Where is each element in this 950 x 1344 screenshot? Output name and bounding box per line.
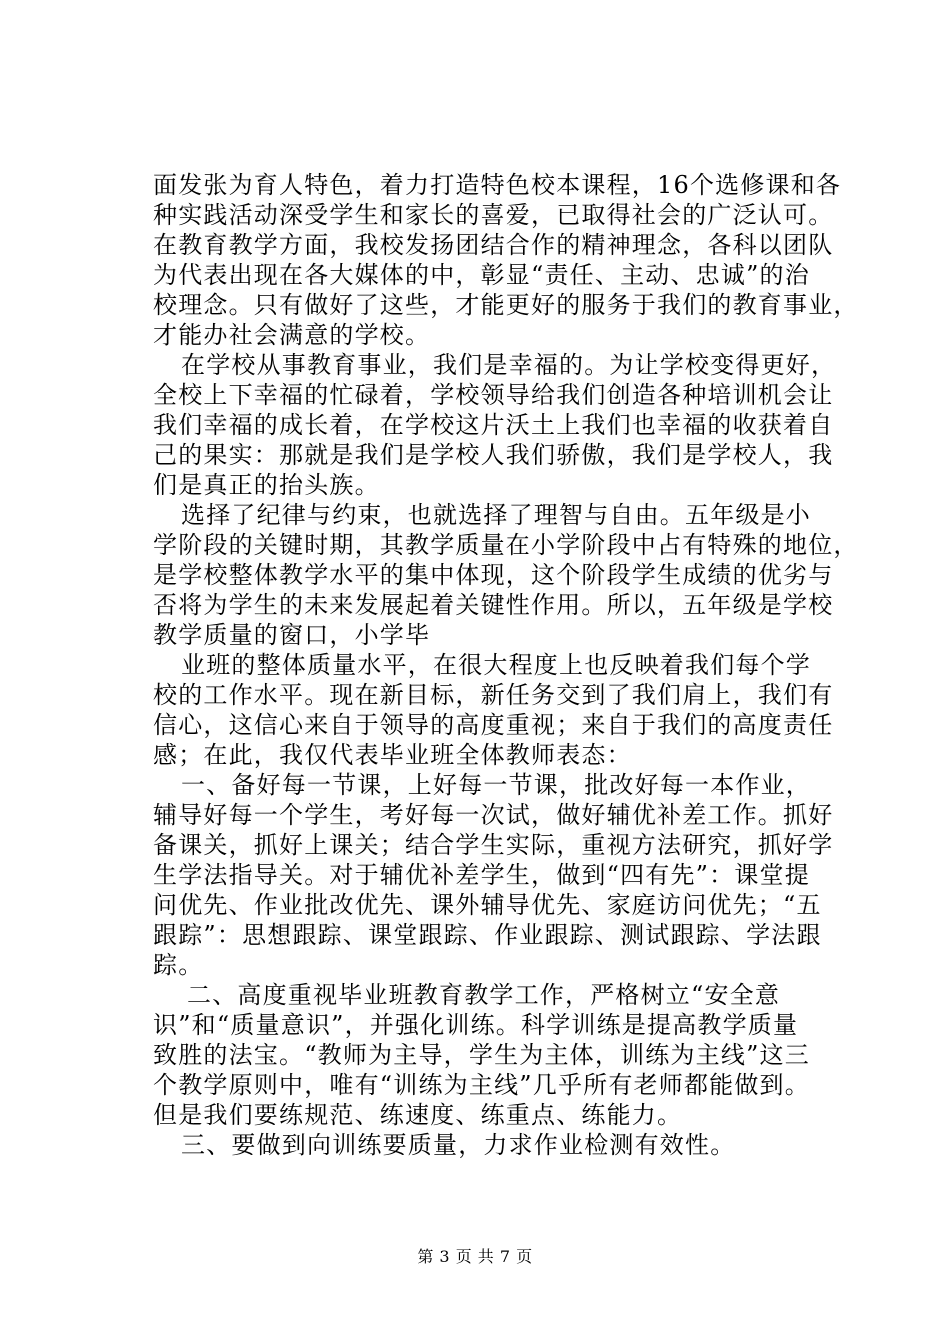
text-line: 为代表出现在各大媒体的中，彰显“责任、主动、忠诚”的治 (153, 261, 810, 289)
paragraph-first-line: 三、要做到向训练要质量，力求作业检测有效性。 (181, 1131, 736, 1159)
text-line: 辅导好每一个学生，考好每一次试，做好辅优补差工作。抓好 (153, 801, 834, 829)
text-line: 备课关，抓好上课关；结合学生实际，重视方法研究，抓好学 (153, 831, 834, 859)
text-line: 否将为学生的未来发展起着关键性作用。所以，五年级是学校 (153, 591, 834, 619)
text-line: 踪。 (153, 951, 204, 979)
text-line: 己的果实：那就是我们是学校人我们骄傲，我们是学校人，我 (153, 441, 834, 469)
text-line: 们是真正的抬头族。 (153, 471, 380, 499)
paragraph-first-line: 在学校从事教育事业，我们是幸福的。为让学校变得更好， (181, 351, 837, 379)
paragraph-first-line: 一、备好每一节课，上好每一节课，批改好每一本作业， (181, 771, 811, 799)
text-line: 但是我们要练规范、练速度、练重点、练能力。 (153, 1101, 683, 1129)
text-line: 才能办社会满意的学校。 (153, 321, 431, 349)
text-line: 在教育教学方面，我校发扬团结合作的精神理念，各科以团队 (153, 231, 834, 259)
text-line: 面发张为育人特色，着力打造特色校本课程，16个选修课和各 (153, 171, 842, 199)
document-body (153, 170, 859, 1160)
text-line: 跟踪”：思想跟踪、课堂跟踪、作业跟踪、测试跟踪、学法跟 (153, 921, 822, 949)
text-line: 是学校整体教学水平的集中体现，这个阶段学生成绩的优劣与 (153, 561, 834, 589)
paragraph-first-line: 业班的整体质量水平，在很大程度上也反映着我们每个学 (181, 651, 811, 679)
text-line: 致胜的法宝。“教师为主导，学生为主体，训练为主线”这三 (153, 1041, 810, 1069)
text-line: 校的工作水平。现在新目标，新任务交到了我们肩上，我们有 (153, 681, 834, 709)
text-line: 个教学原则中，唯有“训练为主线”几乎所有老师都能做到。 (153, 1071, 810, 1099)
paragraph-first-line: 二、高度重视毕业班教育教学工作，严格树立“安全意 (187, 981, 781, 1009)
text-line: 种实践活动深受学生和家长的喜爱，已取得社会的广泛认可。 (153, 201, 834, 229)
text-line: 学阶段的关键时期，其教学质量在小学阶段中占有特殊的地位， (153, 531, 859, 559)
page-footer (0, 1244, 950, 1267)
text-line: 全校上下幸福的忙碌着，学校领导给我们创造各种培训机会让 (153, 381, 834, 409)
page-number-label: 第 3 页 共 7 页 (417, 1247, 533, 1266)
paragraph-first-line: 选择了纪律与约束，也就选择了理智与自由。五年级是小 (181, 501, 811, 529)
text-line: 教学质量的窗口，小学毕 (153, 621, 431, 649)
text-line: 识”和“质量意识”，并强化训练。科学训练是提高教学质量 (153, 1011, 799, 1039)
text-line: 我们幸福的成长着，在学校这片沃土上我们也幸福的收获着自 (153, 411, 834, 439)
text-line: 问优先、作业批改优先、课外辅导优先、家庭访问优先；“五 (153, 891, 822, 919)
text-line: 校理念。只有做好了这些，才能更好的服务于我们的教育事业， (153, 291, 859, 319)
text-line: 感；在此，我仅代表毕业班全体教师表态： (153, 741, 632, 769)
text-line: 信心，这信心来自于领导的高度重视；来自于我们的高度责任 (153, 711, 834, 739)
text-line: 生学法指导关。对于辅优补差学生，做到“四有先”：课堂提 (153, 861, 810, 889)
